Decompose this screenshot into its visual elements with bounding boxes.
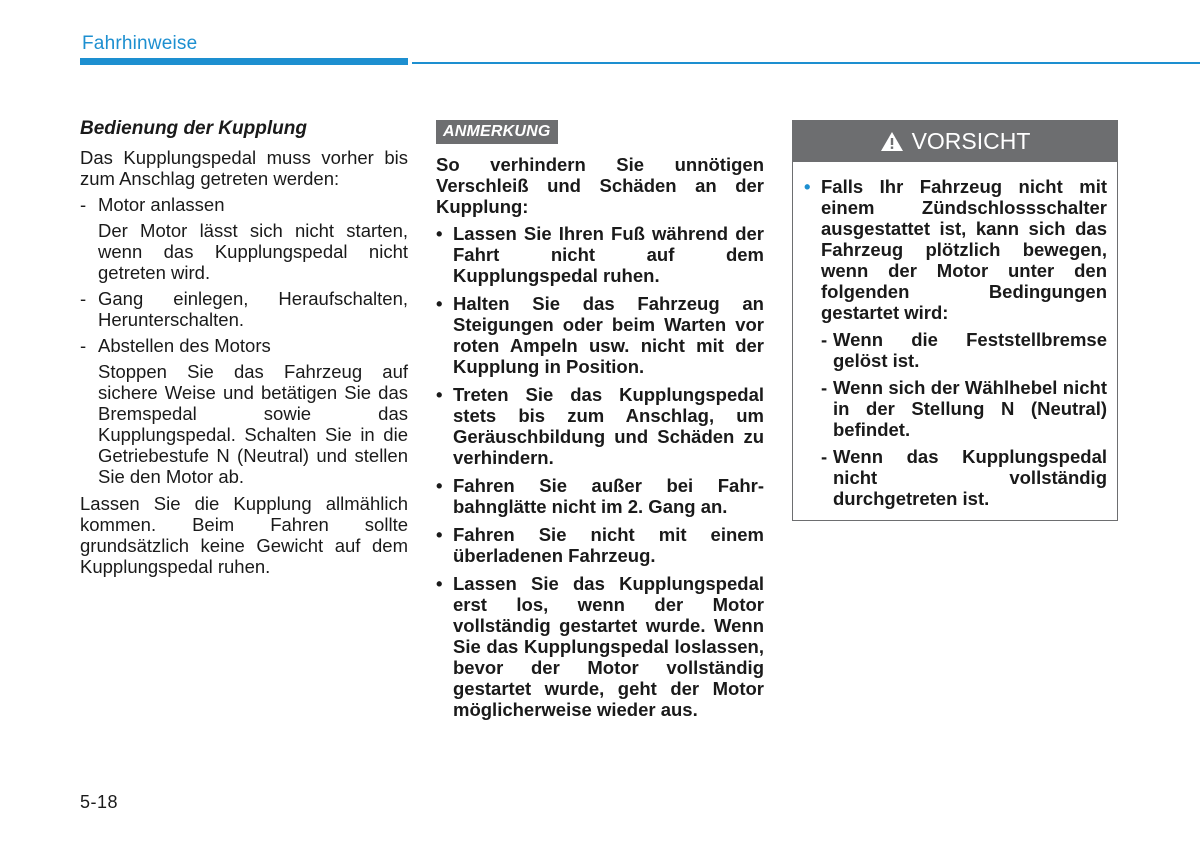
- note-bullet: • Fahren Sie außer bei Fahr-bahnglätte nicht im 2. Gang an.: [436, 475, 764, 517]
- note-bullet-list: [436, 223, 764, 720]
- page-number: 5-18: [80, 792, 119, 812]
- caution-sub-item: - Wenn das Kupplungspedal nicht vollständig durchgetreten ist.: [821, 446, 1107, 509]
- caution-body: [793, 162, 1117, 509]
- warning-triangle-icon: [880, 131, 904, 152]
- list-item-label: Motor anlassen: [98, 194, 225, 215]
- bullet-dot-icon: •: [804, 176, 811, 197]
- intro-paragraph: Das Kupplungspedal muss vorher bis zum Anschlag getreten werden:: [80, 147, 408, 189]
- caution-title: VORSICHT: [911, 128, 1031, 154]
- list-item: - Motor anlassen Der Motor lässt sich nicht starten, wenn das Kupplungspedal nicht getreten wird.: [80, 194, 408, 283]
- note-badge: ANMERKUNG: [436, 120, 558, 144]
- caution-sub-item: - Wenn sich der Wählhebel nicht in der Stellung N (Neutral) befindet.: [821, 377, 1107, 440]
- caution-box: [792, 120, 1118, 521]
- note-bullet: • Lassen Sie Ihren Fuß während der Fahrt nicht auf dem Kupplungspedal ruhen.: [436, 223, 764, 286]
- note-bullet: • Halten Sie das Fahrzeug an Steigungen oder beim Warten vor roten Ampeln usw. nicht mit der Kupplung in Position.: [436, 293, 764, 377]
- closing-paragraph: Lassen Sie die Kupplung allmählich kommen. Beim Fahren sollte grundsätzlich keine Gewicht auf dem Kupplungspedal ruhen.: [80, 493, 408, 577]
- header-accent-bar: [80, 58, 408, 65]
- list-item-label: Gang einlegen, Heraufschalten, Herunterschalten.: [98, 288, 408, 330]
- header-rule: [412, 62, 1200, 64]
- note-intro: So verhindern Sie unnötigen Verschleiß und Schäden an der Kupplung:: [436, 154, 764, 217]
- list-item-label: Abstellen des Motors: [98, 335, 271, 356]
- note-column: [436, 115, 764, 727]
- list-item-detail: Stoppen Sie das Fahrzeug auf sichere Weise und betätigen Sie das Bremspedal sowie das Kupplungspedal. Schalten Sie in die Getriebestufe N (Neutral) und stellen Sie den Motor ab.: [98, 361, 408, 487]
- section-header-title: Fahrhinweise: [82, 33, 198, 54]
- note-bullet: • Treten Sie das Kupplungspedal stets bis zum Anschlag, um Geräuschbildung und Schäden zu verhindern.: [436, 384, 764, 468]
- caution-header: [793, 121, 1117, 162]
- caution-sub-item: - Wenn die Feststellbremse gelöst ist.: [821, 329, 1107, 371]
- section-title: Bedienung der Kupplung: [80, 118, 307, 139]
- left-column: [80, 115, 408, 577]
- note-bullet: • Fahren Sie nicht mit einem überladenen Fahrzeug.: [436, 524, 764, 566]
- note-bullet: • Lassen Sie das Kupplungspedal erst los, wenn der Motor vollständig gestartet wurde. Wenn Sie das Kupplungspedal loslassen, bevor der Motor vollständig gestartet wurde, geht der Motor möglicherweise wieder aus.: [436, 573, 764, 720]
- list-item: - Abstellen des Motors Stoppen Sie das Fahrzeug auf sichere Weise und betätigen Sie das Bremspedal sowie das Kupplungspedal. Schalten Sie in die Getriebestufe N (Neutral) und stellen Sie den Motor ab.: [80, 335, 408, 487]
- caution-sub-list: [821, 329, 1107, 509]
- list-item: - Gang einlegen, Heraufschalten, Herunterschalten.: [80, 288, 408, 330]
- list-item-detail: Der Motor lässt sich nicht starten, wenn das Kupplungspedal nicht getreten wird.: [98, 220, 408, 283]
- caution-bullet: • Falls Ihr Fahrzeug nicht mit einem Zündschlossschalter ausgestattet ist, kann sich das Fahrzeug plötzlich bewegen, wenn der Motor unter den folgenden Bedingungen gestartet wird:: [804, 176, 1107, 323]
